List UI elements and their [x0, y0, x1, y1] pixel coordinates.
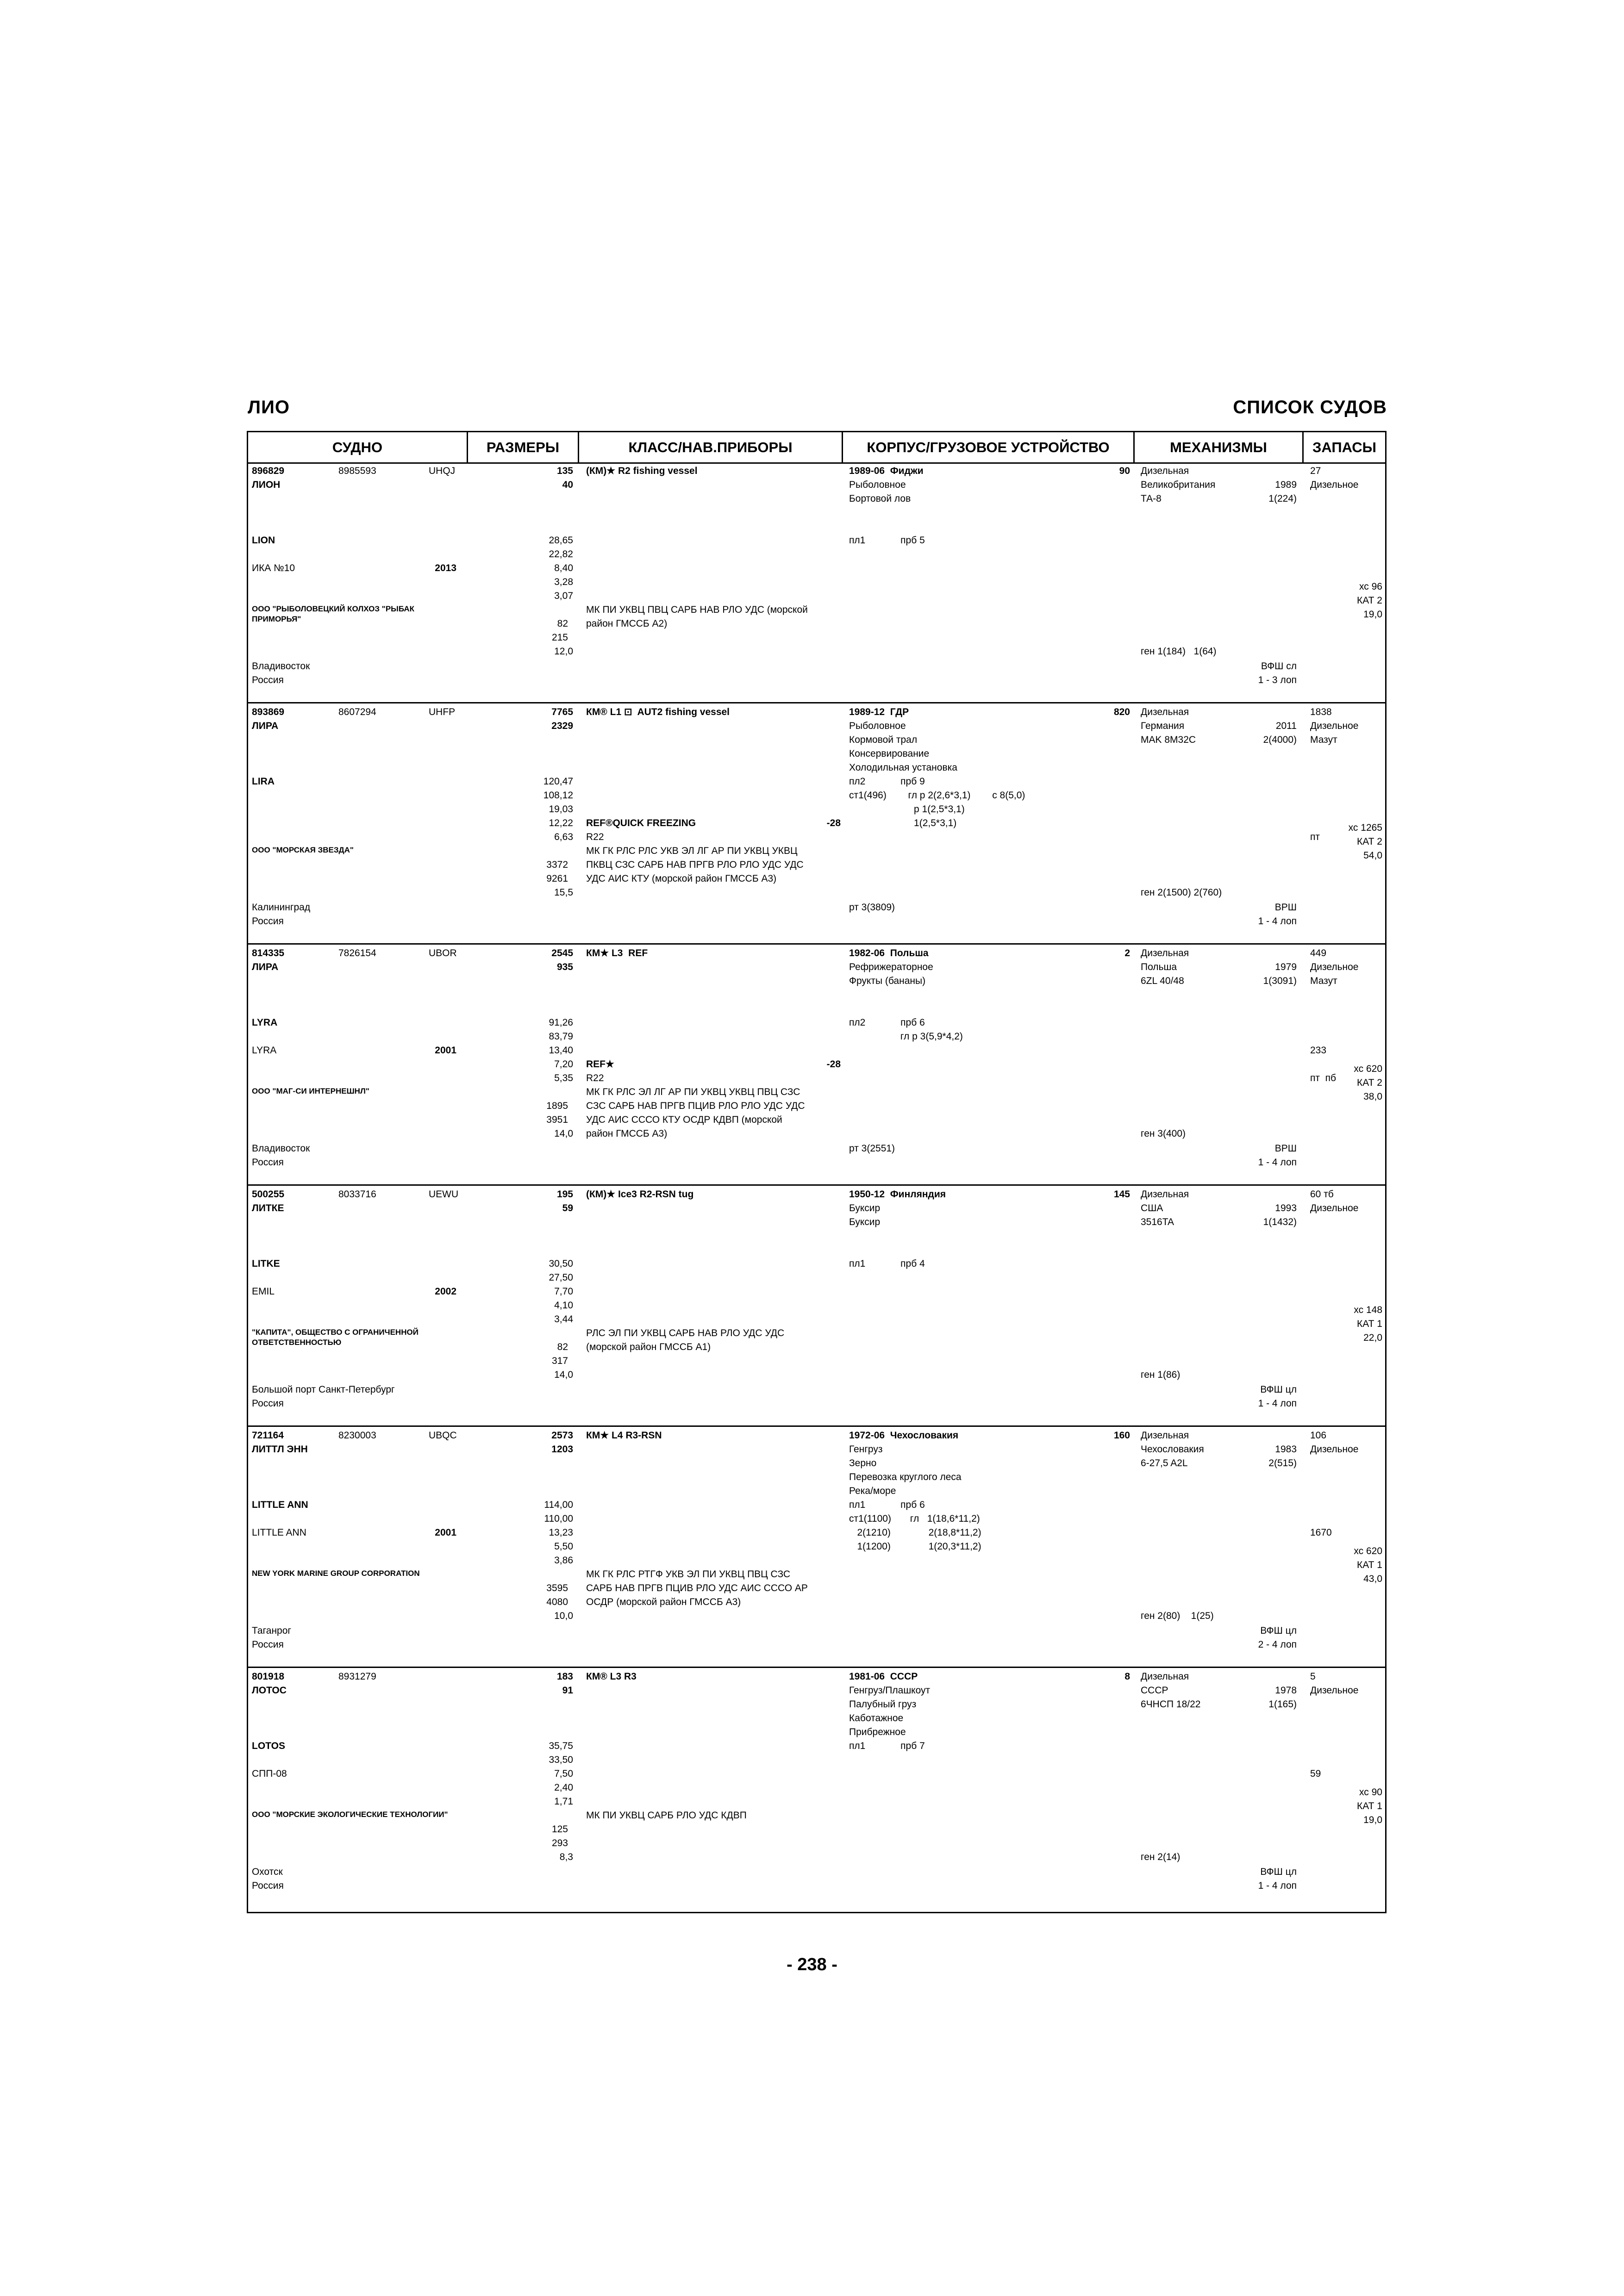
flag-country: Россия — [252, 1157, 284, 1168]
dimension-value: 5,50 — [554, 1541, 573, 1552]
vessel-name-latin: LITTLE ANN — [252, 1500, 308, 1510]
engine-power: 1(224) — [1268, 493, 1297, 504]
build-number: 145 — [1113, 1189, 1130, 1200]
speed: 10,0 — [554, 1611, 573, 1621]
class-notation: КМ★ L4 R3-RSN — [586, 1430, 662, 1441]
nav-equipment: МК ПИ УКВЦ ПВЦ САРБ НАВ РЛО УДС (морской район ГМССБ А2) — [586, 604, 808, 629]
hull-type: Буксир Буксир — [849, 1203, 881, 1227]
owner-name: ООО "РЫБОЛОВЕЦКИЙ КОЛХОЗ "РЫБАК ПРИМОРЬЯ" — [252, 604, 415, 623]
holds-detail: гл р 3(5,9*4,2) — [849, 1031, 963, 1042]
fuel-capacity: 27 — [1310, 466, 1321, 476]
hull-type: Рефрижераторное Фрукты (бананы) — [849, 962, 933, 986]
column-header-class: КЛАСС/НАВ.ПРИБОРЫ — [579, 432, 843, 462]
seaworthiness: хс 96 КАТ 2 19,0 — [1357, 581, 1382, 620]
imo-number: 8033716 — [338, 1189, 376, 1200]
engine-model: 6ЧНСП 18/22 — [1141, 1699, 1201, 1710]
build-date-place: 1989-12 ГДР — [849, 707, 909, 717]
imo-number: 8607294 — [338, 707, 376, 717]
displacement: 3951 — [546, 1114, 568, 1125]
seaworthiness: хс 620 КАТ 1 43,0 — [1354, 1546, 1382, 1584]
holds-hatches: пл1 прб 6 — [849, 1500, 925, 1510]
owner-name: "КАПИТА", ОБЩЕСТВО С ОГРАНИЧЕННОЙ ОТВЕТСТВЕННОСТЬЮ — [252, 1328, 418, 1347]
dimension-value: 3,07 — [554, 591, 573, 601]
former-name: ИКА №10 — [252, 563, 295, 573]
propeller-type: ВРШ — [1274, 902, 1297, 913]
engine-power: 2(515) — [1268, 1458, 1297, 1468]
call-sign: UBQC — [429, 1430, 457, 1441]
class-notation: (КМ)★ R2 fishing vessel — [586, 466, 698, 476]
fuel-extra: 1670 — [1310, 1527, 1332, 1538]
seaworthiness: хс 620 КАТ 2 38,0 — [1354, 1064, 1382, 1102]
build-number: 160 — [1113, 1430, 1130, 1441]
dimension-value: 120,47 — [543, 776, 573, 787]
gross-tonnage: 2545 — [551, 948, 573, 958]
engine-type: Дизельная — [1141, 1671, 1189, 1682]
former-name-year: 2002 — [435, 1286, 456, 1297]
home-port: Владивосток — [252, 1143, 310, 1154]
propeller-blades: 1 - 4 лоп — [1258, 1157, 1297, 1168]
former-name-year: 2013 — [435, 563, 456, 573]
propeller-type: ВФШ цл — [1260, 1384, 1297, 1395]
flag-country: Россия — [252, 1639, 284, 1650]
propeller-type: ВФШ цл — [1260, 1867, 1297, 1877]
build-date-place: 1989-06 Фиджи — [849, 466, 924, 476]
build-date-place: 1982-06 Польша — [849, 948, 929, 958]
dimension-value: 114,00 — [544, 1500, 573, 1510]
cargo-gear: рт 3(3809) — [849, 902, 895, 913]
fuel-capacity: 449 — [1310, 948, 1327, 958]
call-sign: UHFP — [429, 707, 456, 717]
former-name: СПП-08 — [252, 1768, 287, 1779]
dimension-value: 7,20 — [554, 1059, 573, 1070]
flag-country: Россия — [252, 916, 284, 927]
displacement: 293 — [551, 1838, 568, 1848]
speed: 15,5 — [554, 887, 573, 898]
fuel-capacity: 5 — [1310, 1671, 1316, 1682]
engine-country: СССР — [1141, 1685, 1168, 1696]
net-tonnage: 40 — [562, 479, 573, 490]
dimension-value: 2,40 — [554, 1782, 573, 1793]
deadweight: 125 — [551, 1824, 568, 1835]
generators: ген 2(14) — [1141, 1852, 1181, 1862]
refrigerant: R22 — [586, 832, 604, 842]
former-name-year: 2001 — [435, 1527, 456, 1538]
fuel-notes: пт — [1310, 832, 1320, 842]
dimension-value: 13,23 — [549, 1527, 573, 1538]
engine-model: MAK 8M32C — [1141, 734, 1196, 745]
net-tonnage: 1203 — [551, 1444, 573, 1455]
hull-type: Генгруз Зерно Перевозка круглого леса Река/море — [849, 1444, 962, 1496]
gross-tonnage: 135 — [556, 466, 573, 476]
fuel-notes: пт пб — [1310, 1073, 1337, 1083]
propeller-blades: 2 - 4 лоп — [1258, 1639, 1297, 1650]
flag-country: Россия — [252, 1880, 284, 1891]
propeller-type: ВРШ — [1274, 1143, 1297, 1154]
dimension-value: 30,50 — [549, 1258, 573, 1269]
class-notation: КМ★ L3 REF — [586, 948, 648, 958]
seaworthiness: хс 148 КАТ 1 22,0 — [1354, 1305, 1382, 1343]
holds-detail: ст1(1100) гл 1(18,6*11,2) — [849, 1513, 980, 1524]
net-tonnage: 91 — [562, 1685, 573, 1696]
displacement: 215 — [551, 632, 568, 643]
former-name: LYRA — [252, 1045, 277, 1056]
build-number: 2 — [1124, 948, 1130, 958]
engine-country: Чехословакия — [1141, 1444, 1204, 1455]
imo-number: 7826154 — [338, 948, 376, 958]
flag-country: Россия — [252, 675, 284, 685]
refrigeration-temp: -28 — [826, 818, 841, 828]
engine-year: 1983 — [1275, 1444, 1297, 1455]
build-date-place: 1950-12 Финляндия — [849, 1189, 946, 1200]
holds-hatches: пл1 прб 4 — [849, 1258, 925, 1269]
fuel-type: Дизельное — [1310, 721, 1359, 731]
column-header-machinery: МЕХАНИЗМЫ — [1135, 432, 1304, 462]
engine-power: 1(165) — [1268, 1699, 1297, 1710]
nav-equipment: РЛС ЭЛ ПИ УКВЦ САРБ НАВ РЛО УДС УДС (морской район ГМССБ А1) — [586, 1328, 785, 1352]
fuel-type: Дизельное — [1310, 962, 1359, 972]
displacement: 4080 — [546, 1597, 568, 1607]
dimension-value: 3,28 — [554, 577, 573, 587]
record-id: 500255 — [252, 1189, 285, 1200]
imo-number: 8931279 — [338, 1671, 376, 1682]
home-port: Охотск — [252, 1867, 283, 1877]
page-number: - 238 - — [787, 1955, 837, 1974]
column-header-stores: ЗАПАСЫ — [1312, 439, 1377, 455]
imo-number: 8230003 — [338, 1430, 376, 1441]
record-id: 896829 — [252, 466, 285, 476]
fuel-type: Дизельное — [1310, 1444, 1359, 1455]
engine-year: 1989 — [1275, 479, 1297, 490]
refrigeration-class: REF★ — [586, 1059, 614, 1070]
engine-year: 2011 — [1275, 721, 1297, 731]
cargo-gear: рт 3(2551) — [849, 1143, 895, 1154]
home-port: Владивосток — [252, 661, 310, 672]
dimension-value: 19,03 — [549, 804, 573, 815]
engine-type: Дизельная — [1141, 948, 1189, 958]
deadweight: 3595 — [546, 1583, 568, 1593]
vessel-name-ru: ЛИРА — [252, 962, 279, 972]
net-tonnage: 59 — [562, 1203, 573, 1213]
engine-year: 1979 — [1275, 962, 1297, 972]
engine-type: Дизельная — [1141, 466, 1189, 476]
page-header-right: СПИСОК СУДОВ — [1233, 397, 1387, 417]
engine-power: 2(4000) — [1263, 734, 1297, 745]
fuel-type-2: Мазут — [1310, 976, 1337, 986]
owner-name: ООО "МАГ-СИ ИНТЕРНЕШНЛ" — [252, 1087, 369, 1095]
engine-type: Дизельная — [1141, 1189, 1189, 1200]
dimension-value: 6,63 — [554, 832, 573, 842]
dimension-value: 28,65 — [549, 535, 573, 546]
nav-equipment: МК ПИ УКВЦ САРБ РЛО УДС КДВП — [586, 1810, 747, 1821]
column-header-hull: КОРПУС/ГРУЗОВОЕ УСТРОЙСТВО — [843, 432, 1135, 462]
displacement: 9261 — [546, 873, 568, 884]
gross-tonnage: 2573 — [551, 1430, 573, 1441]
former-name: LITTLE ANN — [252, 1527, 306, 1538]
ship-table — [247, 431, 1387, 1913]
fuel-type: Дизельное — [1310, 1685, 1359, 1696]
engine-country: Великобритания — [1141, 479, 1216, 490]
vessel-name-latin: LIRA — [252, 776, 275, 787]
holds-hatches: пл2 прб 6 — [849, 1017, 925, 1028]
fuel-capacity: 106 — [1310, 1430, 1327, 1441]
refrigerant: R22 — [586, 1073, 604, 1083]
hull-type: Генгруз/Плашкоут Палубный груз Каботажное Прибрежное — [849, 1685, 931, 1737]
imo-number: 8985593 — [338, 466, 376, 476]
generators: ген 2(1500) 2(760) — [1141, 887, 1222, 898]
gross-tonnage: 7765 — [551, 707, 573, 717]
table-row — [248, 1668, 1385, 1909]
propeller-type: ВФШ сл — [1261, 661, 1297, 672]
build-number: 820 — [1113, 707, 1130, 717]
net-tonnage: 935 — [556, 962, 573, 972]
vessel-name-latin: LITKE — [252, 1258, 280, 1269]
class-notation: КМ® L3 R3 — [586, 1671, 637, 1682]
refrigeration-temp: -28 — [826, 1059, 841, 1070]
vessel-name-ru: ЛОТОС — [252, 1685, 287, 1696]
vessel-name-ru: ЛИТТЛ ЭНН — [252, 1444, 308, 1455]
engine-type: Дизельная — [1141, 1430, 1189, 1441]
dimension-value: 7,50 — [554, 1768, 573, 1779]
hull-type: Рыболовное Кормовой трал Консервирование Холодильная установка — [849, 721, 957, 773]
owner-name: ООО "МОРСКИЕ ЭКОЛОГИЧЕСКИЕ ТЕХНОЛОГИИ" — [252, 1810, 448, 1819]
displacement: 317 — [551, 1356, 568, 1366]
record-id: 814335 — [252, 948, 285, 958]
vessel-name-ru: ЛИРА — [252, 721, 279, 731]
home-port: Калининград — [252, 902, 311, 913]
speed: 12,0 — [554, 646, 573, 657]
seaworthiness: хс 90 КАТ 1 19,0 — [1357, 1787, 1382, 1825]
nav-equipment: МК ГК РЛС РТГФ УКВ ЭЛ ПИ УКВЦ ПВЦ СЗС САРБ НАВ ПРГВ ПЦИВ РЛО УДС АИС СССО АР ОСДР (морской район ГМССБ А3) — [586, 1569, 808, 1607]
speed: 8,3 — [559, 1852, 573, 1862]
fuel-extra: 233 — [1310, 1045, 1327, 1056]
record-id: 721164 — [252, 1430, 284, 1441]
build-date-place: 1981-06 СССР — [849, 1671, 918, 1682]
fuel-type-2: Мазут — [1310, 734, 1337, 745]
table-row — [248, 1186, 1385, 1427]
generators: ген 1(184) 1(64) — [1141, 646, 1217, 657]
flag-country: Россия — [252, 1398, 284, 1409]
fuel-type: Дизельное — [1310, 479, 1359, 490]
dimension-value: 27,50 — [549, 1272, 573, 1283]
vessel-name-latin: LOTOS — [252, 1741, 285, 1751]
table-header — [248, 432, 1385, 464]
deadweight: 3372 — [546, 859, 568, 870]
nav-equipment: МК ГК РЛС ЭЛ ЛГ АР ПИ УКВЦ УКВЦ ПВЦ СЗС СЗС САРБ НАВ ПРГВ ПЦИВ РЛО РЛО УДС УДС УДС АИС СССО КТУ ОСДР КДВП (морской район ГМССБ А3) — [586, 1087, 805, 1139]
table-row — [248, 1427, 1385, 1668]
nav-equipment: МК ГК РЛС РЛС УКВ ЭЛ ЛГ АР ПИ УКВЦ УКВЦ ПКВЦ СЗС САРБ НАВ ПРГВ РЛО РЛО УДС УДС УДС АИС КТУ (морской район ГМССБ А3) — [586, 846, 804, 884]
engine-country: США — [1141, 1203, 1163, 1213]
page-header-left: ЛИО — [248, 397, 290, 417]
column-header-vessel: СУДНО — [248, 432, 468, 462]
refrigeration-class: REF®QUICK FREEZING — [586, 818, 696, 828]
fuel-extra: 59 — [1310, 1768, 1321, 1779]
class-notation: (КМ)★ Ice3 R2-RSN tug — [586, 1189, 694, 1200]
dimension-value: 4,10 — [554, 1300, 573, 1311]
table-row — [248, 945, 1385, 1186]
class-notation: КМ® L1 ⊡ AUT2 fishing vessel — [586, 707, 730, 717]
dimension-value: 1,71 — [554, 1796, 573, 1807]
propeller-blades: 1 - 4 лоп — [1258, 916, 1297, 927]
dimension-value: 12,22 — [549, 818, 573, 828]
call-sign: UEWU — [429, 1189, 459, 1200]
table-row — [248, 703, 1385, 945]
table-row — [248, 462, 1385, 703]
fuel-capacity: 60 тб — [1310, 1189, 1334, 1200]
record-id: 801918 — [252, 1671, 285, 1682]
gross-tonnage: 183 — [556, 1671, 573, 1682]
column-header-dimensions: РАЗМЕРЫ — [468, 432, 579, 462]
dimension-value: 7,70 — [554, 1286, 573, 1297]
propeller-blades: 1 - 4 лоп — [1258, 1880, 1297, 1891]
fuel-capacity: 1838 — [1310, 707, 1332, 717]
propeller-blades: 1 - 3 лоп — [1258, 675, 1297, 685]
holds-hatches: пл2 прб 9 — [849, 776, 925, 787]
call-sign: UHQJ — [429, 466, 456, 476]
vessel-name-latin: LION — [252, 535, 275, 546]
engine-power: 1(1432) — [1263, 1217, 1297, 1227]
home-port: Большой порт Санкт-Петербург — [252, 1384, 395, 1395]
engine-model: 3516TA — [1141, 1217, 1174, 1227]
vessel-name-ru: ЛИТКЕ — [252, 1203, 284, 1213]
build-number: 8 — [1124, 1671, 1130, 1682]
dimension-value: 3,44 — [554, 1314, 573, 1325]
net-tonnage: 2329 — [551, 721, 573, 731]
dimension-value: 3,86 — [554, 1555, 573, 1566]
record-id: 893869 — [252, 707, 285, 717]
deadweight: 82 — [557, 618, 568, 629]
deadweight: 82 — [557, 1342, 568, 1352]
build-number: 90 — [1119, 466, 1130, 476]
holds-detail-extra: р 1(2,5*3,1) 1(2,5*3,1) — [914, 804, 965, 828]
speed: 14,0 — [554, 1369, 573, 1380]
dimension-value: 13,40 — [549, 1045, 573, 1056]
generators: ген 1(86) — [1141, 1369, 1181, 1380]
dimension-value: 5,35 — [554, 1073, 573, 1083]
generators: ген 3(400) — [1141, 1128, 1186, 1139]
former-name-year: 2001 — [435, 1045, 456, 1056]
engine-year: 1978 — [1275, 1685, 1297, 1696]
vessel-name-ru: ЛИОН — [252, 479, 281, 490]
holds-detail: ст1(496) гл р 2(2,6*3,1) с 8(5,0) — [849, 790, 1025, 801]
dimension-value: 110,00 — [544, 1513, 573, 1524]
dimension-value: 108,12 — [543, 790, 573, 801]
speed: 14,0 — [554, 1128, 573, 1139]
seaworthiness: хс 1265 КАТ 2 54,0 — [1348, 822, 1382, 861]
dimension-value: 33,50 — [549, 1755, 573, 1765]
holds-hatches: пл1 прб 7 — [849, 1741, 925, 1751]
fuel-type: Дизельное — [1310, 1203, 1359, 1213]
generators: ген 2(80) 1(25) — [1141, 1611, 1214, 1621]
vessel-name-latin: LYRA — [252, 1017, 278, 1028]
deadweight: 1895 — [546, 1101, 568, 1111]
owner-name: NEW YORK MARINE GROUP CORPORATION — [252, 1569, 420, 1578]
engine-power: 1(3091) — [1263, 976, 1297, 986]
build-date-place: 1972-06 Чехословакия — [849, 1430, 959, 1441]
home-port: Таганрог — [252, 1625, 292, 1636]
former-name: EMIL — [252, 1286, 275, 1297]
engine-year: 1993 — [1275, 1203, 1297, 1213]
dimension-value: 22,82 — [549, 549, 573, 560]
propeller-blades: 1 - 4 лоп — [1258, 1398, 1297, 1409]
dimension-value: 35,75 — [549, 1741, 573, 1751]
dimension-value: 83,79 — [549, 1031, 573, 1042]
engine-model: 6ZL 40/48 — [1141, 976, 1184, 986]
holds-hatches: пл1 прб 5 — [849, 535, 925, 546]
hull-type: Рыболовное Бортовой лов — [849, 479, 911, 504]
engine-country: Германия — [1141, 721, 1185, 731]
engine-country: Польша — [1141, 962, 1177, 972]
dimension-value: 8,40 — [554, 563, 573, 573]
gross-tonnage: 195 — [556, 1189, 573, 1200]
propeller-type: ВФШ цл — [1260, 1625, 1297, 1636]
engine-model: ТА-8 — [1141, 493, 1162, 504]
owner-name: ООО "МОРСКАЯ ЗВЕЗДА" — [252, 846, 354, 854]
holds-detail-extra: 2(1210) 2(18,8*11,2) 1(1200) 1(20,3*11,2) — [857, 1527, 981, 1552]
engine-type: Дизельная — [1141, 707, 1189, 717]
engine-model: 6-27,5 A2L — [1141, 1458, 1188, 1468]
dimension-value: 91,26 — [549, 1017, 573, 1028]
call-sign: UBOR — [429, 948, 457, 958]
